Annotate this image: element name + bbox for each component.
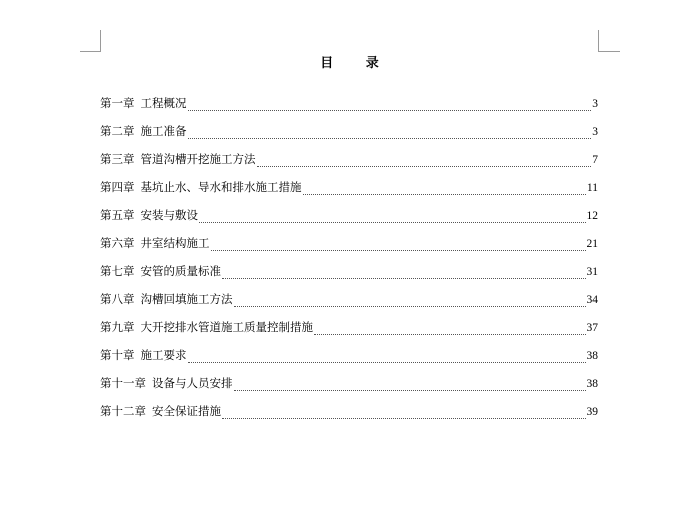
toc-title: 目 录	[320, 56, 393, 71]
toc-entry[interactable]	[100, 235, 598, 263]
toc-chapter-number: 第三章	[100, 152, 135, 166]
toc-page-number: 34	[586, 294, 598, 306]
toc-chapter-heading: 基坑止水、导水和排水施工措施	[140, 180, 302, 194]
toc-chapter-heading: 管道沟槽开挖施工方法	[140, 152, 256, 166]
toc-chapter-heading: 施工准备	[140, 124, 187, 138]
toc-entry[interactable]	[100, 151, 598, 179]
crop-mark-top-left	[80, 30, 101, 52]
toc-chapter-heading: 工程概况	[140, 96, 187, 110]
crop-mark-top-right	[598, 30, 620, 52]
toc-leader-dots	[303, 193, 586, 195]
toc-entry[interactable]	[100, 95, 598, 123]
toc-chapter-heading: 安管的质量标准	[140, 264, 221, 278]
toc-page-number: 37	[586, 322, 598, 334]
toc-leader-dots	[234, 389, 586, 391]
toc-chapter-heading: 设备与人员安排	[152, 376, 233, 390]
toc-entry[interactable]	[100, 207, 598, 235]
toc-entry[interactable]	[100, 263, 598, 291]
toc-chapter-number: 第八章	[100, 292, 135, 306]
toc-leader-dots	[188, 137, 592, 139]
toc-chapter-heading: 井室结构施工	[140, 236, 210, 250]
toc-leader-dots	[222, 417, 586, 419]
toc-chapter-number: 第七章	[100, 264, 135, 278]
toc-entry[interactable]	[100, 403, 598, 431]
toc-page-number: 11	[586, 182, 598, 194]
toc-leader-dots	[188, 109, 592, 111]
toc-chapter-number: 第十章	[100, 348, 135, 362]
toc-chapter-number: 第十一章	[100, 376, 146, 390]
toc-page-number: 7	[592, 154, 598, 166]
toc-page-number: 12	[586, 210, 598, 222]
toc-leader-dots	[199, 221, 586, 223]
toc-chapter-number: 第二章	[100, 124, 135, 138]
toc-page-number: 3	[592, 126, 598, 138]
toc-page-number: 31	[586, 266, 598, 278]
toc-chapter-heading: 安全保证措施	[152, 404, 221, 418]
toc-chapter-heading: 施工要求	[140, 348, 187, 362]
toc-chapter-heading: 安装与敷设	[140, 208, 198, 222]
toc-page-number: 38	[586, 378, 598, 390]
toc-chapter-number: 第四章	[100, 180, 135, 194]
toc-leader-dots	[314, 333, 586, 335]
toc-chapter-heading: 沟槽回填施工方法	[140, 292, 233, 306]
toc-leader-dots	[188, 361, 586, 363]
toc-page-number: 38	[586, 350, 598, 362]
toc-leader-dots	[234, 305, 586, 307]
toc-leader-dots	[211, 249, 586, 251]
toc-chapter-number: 第六章	[100, 236, 135, 250]
toc-page-number: 3	[592, 98, 598, 110]
toc-chapter-heading: 大开挖排水管道施工质量控制措施	[140, 320, 313, 334]
toc-chapter-number: 第五章	[100, 208, 135, 222]
toc-entry[interactable]	[100, 123, 598, 151]
toc-page-number: 21	[586, 238, 598, 250]
toc-entry[interactable]	[100, 347, 598, 375]
toc-leader-dots	[222, 277, 586, 279]
toc-chapter-number: 第一章	[100, 96, 135, 110]
toc-page-number: 39	[586, 406, 598, 418]
toc-entry[interactable]	[100, 319, 598, 347]
toc-chapter-number: 第十二章	[100, 404, 146, 418]
toc-entry[interactable]	[100, 375, 598, 403]
toc-leader-dots	[257, 165, 592, 167]
toc-chapter-number: 第九章	[100, 320, 135, 334]
toc-list	[100, 95, 598, 431]
toc-entry[interactable]	[100, 291, 598, 319]
toc-entry[interactable]	[100, 179, 598, 207]
